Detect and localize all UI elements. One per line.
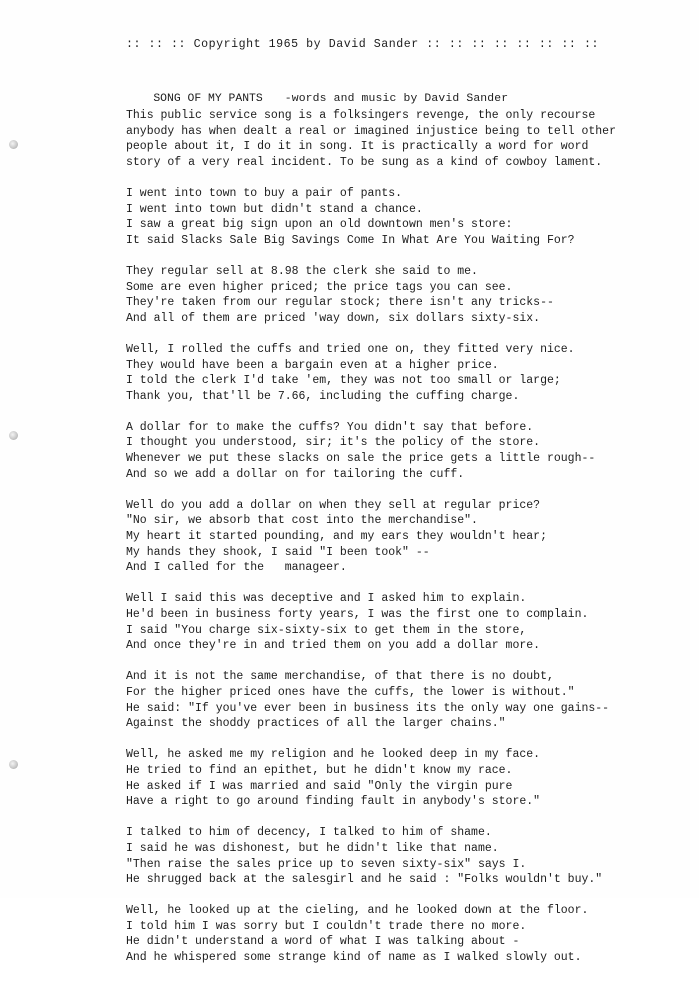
text-line: He didn't understand a word of what I was talking about - xyxy=(126,935,520,949)
text-line: He said: "If you've ever been in business its the only way one gains-- xyxy=(126,701,610,715)
text-line: My heart it started pounding, and my ears they wouldn't hear; xyxy=(126,530,547,544)
intro-paragraph xyxy=(126,108,686,170)
text-line: I thought you understood, sir; it's the policy of the store. xyxy=(126,436,541,450)
text-line: He tried to find an epithet, but he didn't know my race. xyxy=(126,763,513,777)
text-line: This public service song is a folksingers revenge, the only recourse xyxy=(126,109,596,122)
verse-5 xyxy=(126,498,686,576)
punch-hole-top xyxy=(9,140,18,149)
text-line: Thank you, that'll be 7.66, including the cuffing charge. xyxy=(126,389,520,403)
text-line: Some are even higher priced; the price tags you can see. xyxy=(126,280,513,294)
text-line: He shrugged back at the salesgirl and he said : "Folks wouldn't buy." xyxy=(126,873,603,887)
copyright-header: :: :: :: Copyright 1965 by David Sander :: :: :: :: :: :: :: :: xyxy=(126,38,599,51)
text-line: I talked to him of decency, I talked to him of shame. xyxy=(126,826,492,840)
text-line: And I called for the manageer. xyxy=(126,561,347,575)
text-line: Against the shoddy practices of all the larger chains." xyxy=(126,717,506,731)
punch-hole-middle xyxy=(9,431,18,440)
text-line: Well, I rolled the cuffs and tried one on, they fitted very nice. xyxy=(126,342,575,356)
verse-4 xyxy=(126,420,686,482)
text-line: And he whispered some strange kind of name as I walked slowly out. xyxy=(126,951,582,965)
text-line: And all of them are priced 'way down, six dollars sixty-six. xyxy=(126,311,541,325)
verse-9 xyxy=(126,825,686,887)
text-line: They're taken from our regular stock; there isn't any tricks-- xyxy=(126,296,554,310)
text-line: Have a right to go around finding fault in anybody's store." xyxy=(126,795,541,809)
verse-6 xyxy=(126,591,686,653)
song-body xyxy=(126,108,686,981)
text-line: I said he was dishonest, but he didn't like that name. xyxy=(126,841,499,855)
text-line: story of a very real incident. To be sung as a kind of cowboy lament. xyxy=(126,155,603,169)
text-line: Well, he asked me my religion and he looked deep in my face. xyxy=(126,748,541,762)
text-line: anybody has when dealt a real or imagined injustice being to tell other xyxy=(126,124,616,138)
text-line: Well I said this was deceptive and I asked him to explain. xyxy=(126,592,527,606)
text-line: Well do you add a dollar on when they sell at regular price? xyxy=(126,498,541,512)
text-line: Whenever we put these slacks on sale the price gets a little rough-- xyxy=(126,452,596,466)
text-line: "No sir, we absorb that cost into the merchandise". xyxy=(126,514,478,528)
verse-2 xyxy=(126,264,686,326)
verse-10 xyxy=(126,903,686,965)
song-title: SONG OF MY PANTS xyxy=(153,93,263,105)
text-line: My hands they shook, I said "I been took" -- xyxy=(126,545,430,559)
verse-3 xyxy=(126,342,686,404)
text-line: They would have been a bargain even at a higher price. xyxy=(126,358,499,372)
text-line: I told the clerk I'd take 'em, they was not too small or large; xyxy=(126,374,561,388)
verse-7 xyxy=(126,669,686,731)
text-line: And so we add a dollar on for tailoring the cuff. xyxy=(126,467,465,481)
text-line: It said Slacks Sale Big Savings Come In What Are You Waiting For? xyxy=(126,233,575,247)
punch-hole-bottom xyxy=(9,760,18,769)
text-line: For the higher priced ones have the cuffs, the lower is without." xyxy=(126,685,575,699)
text-line: I told him I was sorry but I couldn't trade there no more. xyxy=(126,919,527,933)
text-line: people about it, I do it in song. It is practically a word for word xyxy=(126,140,589,154)
verse-1 xyxy=(126,186,686,248)
text-line: I saw a great big sign upon an old downtown men's store: xyxy=(126,218,513,232)
text-line: He asked if I was married and said "Only the virgin pure xyxy=(126,779,513,793)
text-line: He'd been in business forty years, I was the first one to complain. xyxy=(126,608,589,621)
text-line: I went into town to buy a pair of pants. xyxy=(126,186,403,200)
text-line: A dollar for to make the cuffs? You didn't say that before. xyxy=(126,420,534,434)
verse-8 xyxy=(126,747,686,809)
text-line: Well, he looked up at the cieling, and he looked down at the floor. xyxy=(126,904,589,918)
text-line: I went into town but didn't stand a chance. xyxy=(126,202,423,216)
text-line: And once they're in and tried them on you add a dollar more. xyxy=(126,639,541,653)
text-line: And it is not the same merchandise, of that there is no doubt, xyxy=(126,670,554,684)
text-line: They regular sell at 8.98 the clerk she said to me. xyxy=(126,264,478,278)
text-line: I said "You charge six-sixty-six to get them in the store, xyxy=(126,623,527,637)
text-line: "Then raise the sales price up to seven sixty-six" says I. xyxy=(126,857,527,871)
song-credit: -words and music by David Sander xyxy=(284,93,509,105)
